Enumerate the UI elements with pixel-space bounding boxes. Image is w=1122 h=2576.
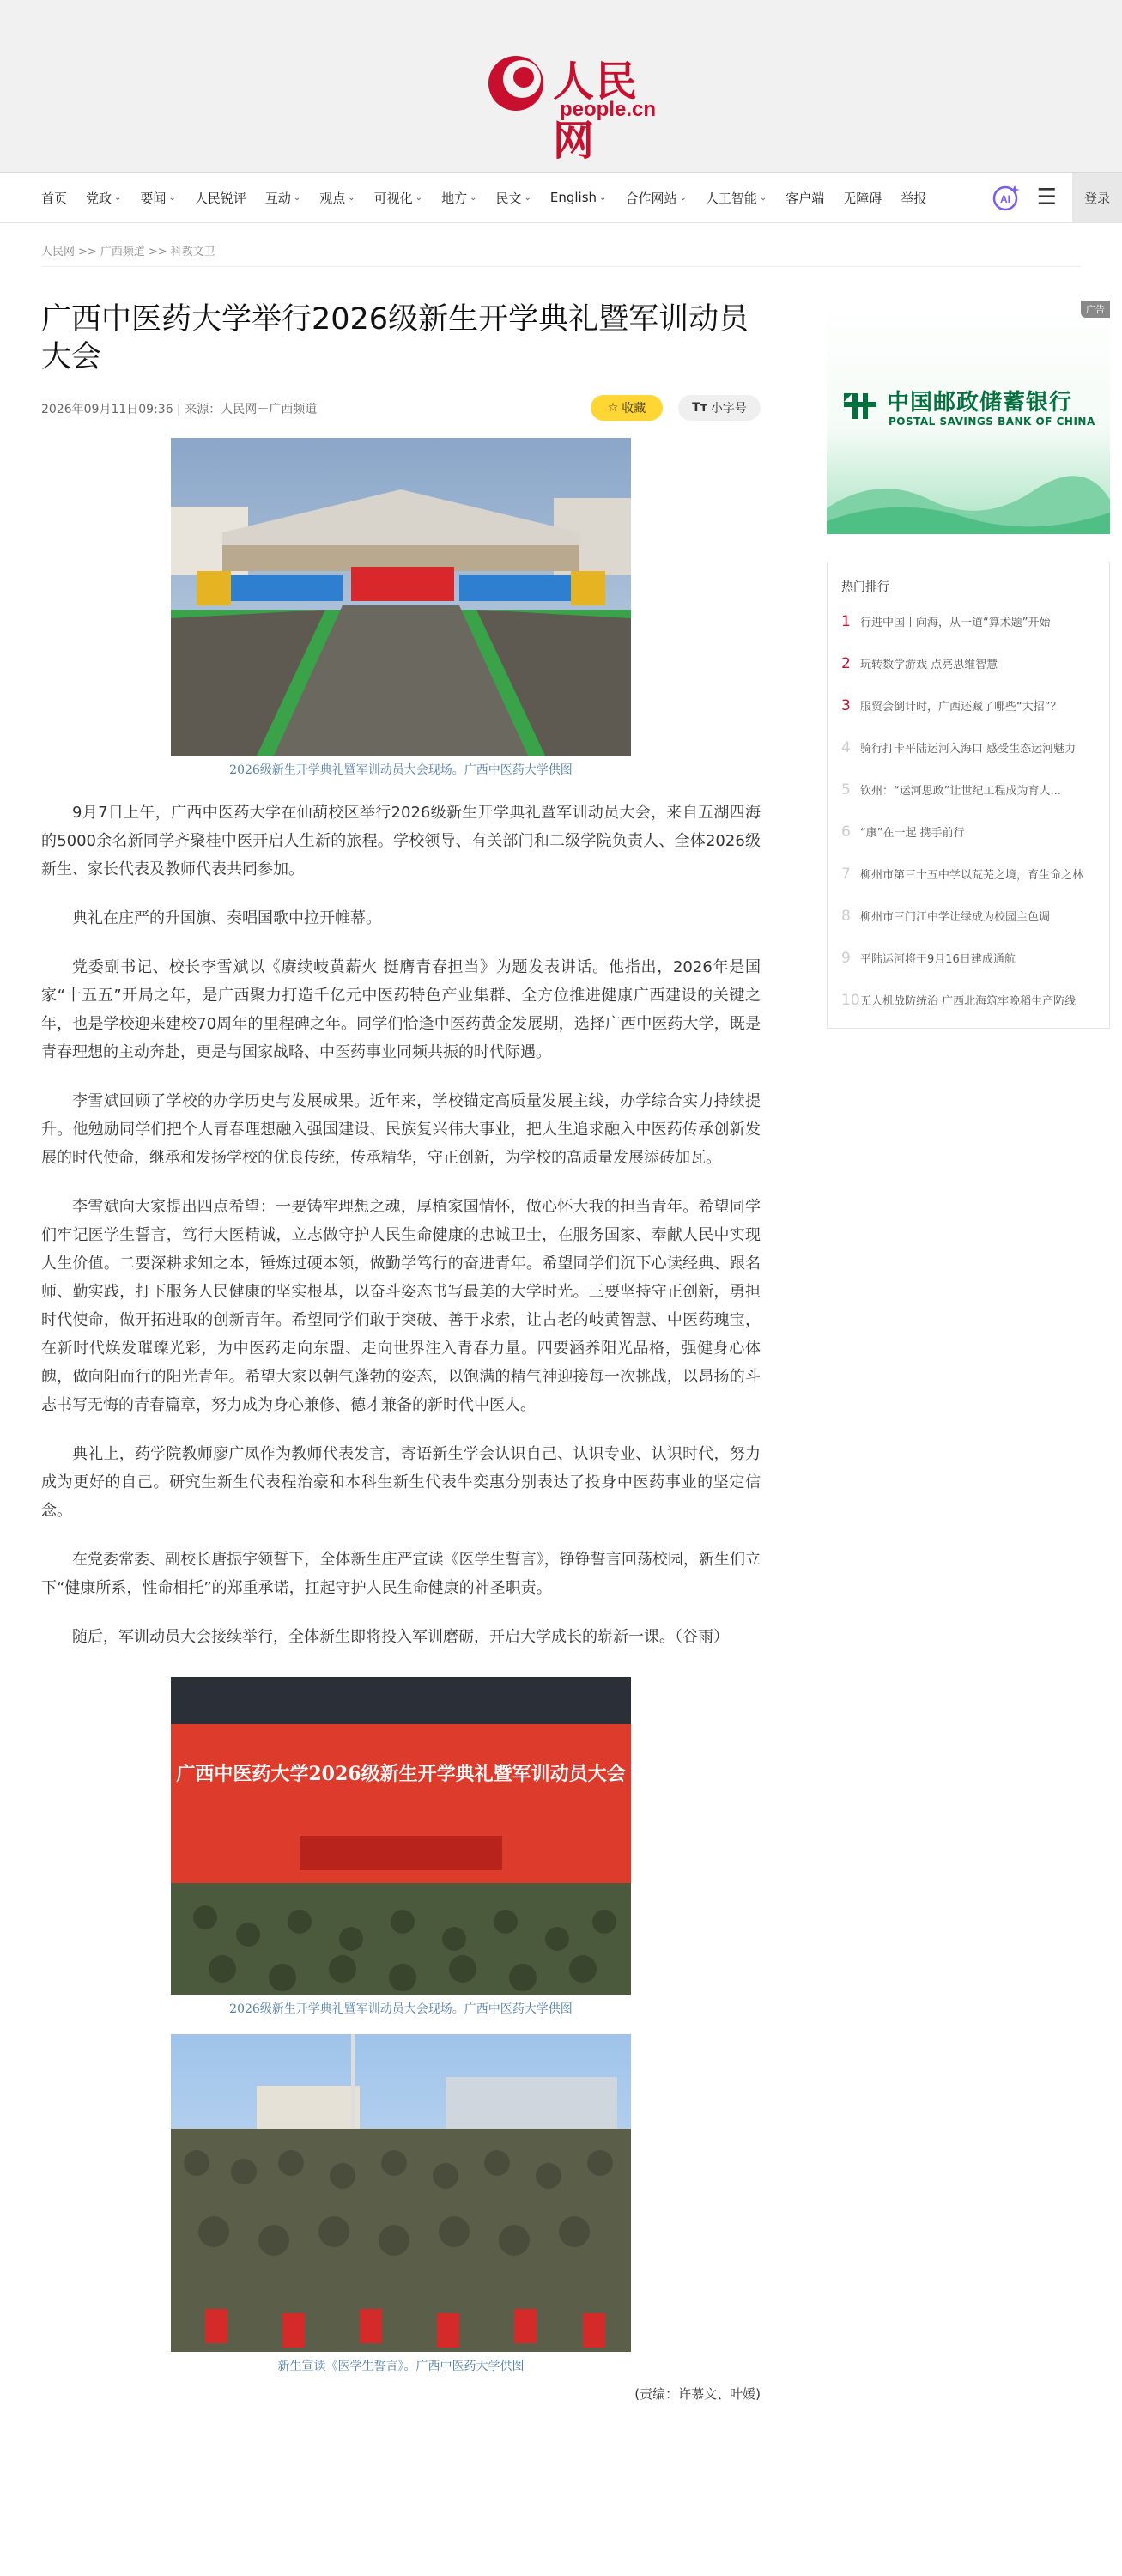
divider xyxy=(41,266,1081,267)
hot-rank-number: 7 xyxy=(841,865,851,883)
article-figure-1 xyxy=(171,438,631,778)
chevron-down-icon: ⌄ xyxy=(114,192,122,203)
login-button[interactable]: 登录 xyxy=(1072,173,1122,222)
hamburger-menu-icon[interactable]: ☰ xyxy=(1036,185,1057,210)
hot-rank-title: 骑行打卡平陆运河入海口 感受生态运河魅力 xyxy=(860,743,1077,756)
hot-ranking-item[interactable] xyxy=(841,895,1095,937)
ad-title-cn: 中国邮政储蓄银行 xyxy=(887,390,1073,416)
breadcrumb-item-2[interactable]: 广西频道 xyxy=(100,246,145,258)
ceremony-photo xyxy=(171,438,631,756)
article-paragraph: 在党委常委、副校长唐振宇领誓下，全体新生庄严宣读《医学生誓言》，铮铮誓言回荡校园，新生们立下“健康所系，性命相托”的郑重承诺，扛起守护人民生命健康的神圣职责。 xyxy=(41,1551,761,1597)
nav-item-label: 观点 xyxy=(319,190,346,206)
breadcrumb xyxy=(41,242,215,258)
psbc-advertisement[interactable] xyxy=(827,301,1110,534)
hot-rank-title: 平陆运河将于9月16日建成通航 xyxy=(860,953,1016,966)
nav-item-label: 人工智能 xyxy=(705,190,757,206)
chevron-down-icon: ⌄ xyxy=(524,192,531,203)
article-figure-3 xyxy=(171,2034,631,2374)
font-size-label: 小字号 xyxy=(710,402,747,416)
nav-right xyxy=(991,173,1122,222)
hot-rank-number: 6 xyxy=(841,823,851,841)
nav-item[interactable] xyxy=(319,189,355,207)
nav-item[interactable] xyxy=(625,189,686,207)
logo-text-en: people.cn xyxy=(560,98,657,121)
hot-rank-title: 柳州市第三十五中学以荒芜之境，育生命之林 xyxy=(860,869,1084,882)
star-icon: ☆ xyxy=(607,401,619,415)
figure-caption: 2026级新生开学典礼暨军训动员大会现场。广西中医药大学供图 xyxy=(229,2002,573,2016)
hot-ranking-item[interactable] xyxy=(841,937,1095,979)
nav-item-label: 客户端 xyxy=(785,190,825,206)
nav-item-label: 人民锐评 xyxy=(194,190,246,206)
breadcrumb-item-1[interactable]: 人民网 xyxy=(41,246,76,258)
hot-rank-title: 服贸会倒计时，广西还藏了哪些“大招”？ xyxy=(860,701,1062,714)
hot-rank-title: 行进中国丨向海，从一道“算术题”开始 xyxy=(860,617,1051,629)
hot-rank-number: 9 xyxy=(841,949,851,967)
nav-item-label: 民文 xyxy=(495,190,522,206)
hot-rank-number: 5 xyxy=(841,781,851,799)
chevron-down-icon: ⌄ xyxy=(168,192,176,203)
article-paragraph: 典礼上，药学院教师廖广凤作为教师代表发言，寄语新生学会认识自己、认识专业、认识时代，努力成为更好的自己。研究生新生代表程治豪和本科生新生代表牛奕惠分别表达了投身中医药事业的坚定信念。 xyxy=(41,1445,761,1520)
ad-title-en: POSTAL SAVINGS BANK OF CHINA xyxy=(889,416,1095,428)
ad-hills-graphic xyxy=(827,457,1110,534)
article-paragraph: 党委副书记、校长李雪斌以《赓续岐黄薪火 挺膺青春担当》为题发表讲话。他指出，2026年是国家“十五五”开局之年，是广西聚力打造千亿元中医药特色产业集群、全方位推进健康广西建设的关键之年，也是学校迎来建校70周年的里程碑之年。同学们恰逢中医药黄金发展期，选择广西中医药大学，既是青春理想的主动奔赴，更是与国家战略、中医药事业同频共振的时代际遇。 xyxy=(41,958,761,1061)
nav-item[interactable] xyxy=(441,189,476,207)
chevron-down-icon: ⌄ xyxy=(348,192,355,203)
hot-rank-title: 钦州：“运河思政”让世纪工程成为育人... xyxy=(860,785,1061,798)
breadcrumb-separator: >> xyxy=(148,246,167,258)
ad-tag: 广告 xyxy=(1081,301,1110,318)
nav-item[interactable] xyxy=(706,189,767,207)
nav-item-label: 互动 xyxy=(264,190,291,206)
article-editor: (责编：许慕文、叶媛) xyxy=(634,2386,761,2402)
hot-rank-title: 玩转数学游戏 点亮思维智慧 xyxy=(860,659,998,671)
nav-item[interactable] xyxy=(195,189,246,207)
article-date-source: 2026年09月11日09:36 | 来源：人民网－广西频道 xyxy=(41,403,318,416)
article xyxy=(41,301,761,2403)
sidebar xyxy=(827,301,1110,1029)
hot-ranking-item[interactable] xyxy=(841,769,1095,811)
hot-ranking-item[interactable] xyxy=(841,642,1095,684)
ai-assistant-icon[interactable] xyxy=(991,182,1022,213)
article-paragraph: 9月7日上午，广西中医药大学在仙葫校区举行2026级新生开学典礼暨军训动员大会，来自五湖四海的5000余名新同学齐聚桂中医开启人生新的旅程。学校领导、有关部门和二级学院负责人、全体2026级新生、家长代表及教师代表共同参加。 xyxy=(41,804,761,878)
hot-ranking-item[interactable] xyxy=(841,726,1095,769)
ai-icon-text: AI xyxy=(999,193,1010,205)
nav-items xyxy=(41,173,945,222)
main-nav xyxy=(0,173,1122,223)
article-paragraph: 李雪斌向大家提出四点希望：一要铸牢理想之魂，厚植家国情怀，做心怀大我的担当青年。希望同学们牢记医学生誓言，笃行大医精诚，立志做守护人民生命健康的忠诚卫士，在服务国家、奉献人民中实现人生价值。二要深耕求知之本，锤炼过硬本领，做勤学笃行的奋进青年。希望同学们沉下心读经典、跟名师、勤实践，打下服务人民健康的坚实根基，以奋斗姿态书写最美的大学时光。三要坚持守正创新，勇担时代使命，做开拓进取的创新青年。希望同学们敢于突破、善于求索，让古老的岐黄智慧、中医药瑰宝，在新时代焕发璀璨光彩，为中医药走向东盟、走向世界注入青春力量。四要涵养阳光品格，强健身心体魄，做向阳而行的阳光青年。希望大家以朝气蓬勃的姿态，以饱满的精气神迎接每一次挑战，以昂扬的斗志书写无悔的青春篇章，努力成为身心兼修、德才兼备的新时代中医人。 xyxy=(41,1198,761,1414)
oath-photo xyxy=(171,2034,631,2352)
nav-item[interactable] xyxy=(785,189,824,207)
hot-ranking-item[interactable] xyxy=(841,811,1095,853)
hot-ranking-title: 热门排行 xyxy=(841,580,889,594)
hot-rank-number: 8 xyxy=(841,907,851,925)
chevron-down-icon: ⌄ xyxy=(470,192,477,203)
hot-rank-title: 柳州市三门江中学让绿成为校园主色调 xyxy=(860,911,1051,924)
hot-rank-number: 10 xyxy=(841,991,860,1009)
logo-mark-icon xyxy=(486,53,546,113)
nav-item[interactable] xyxy=(374,189,422,207)
nav-item-label: 无障碍 xyxy=(843,190,882,206)
favorite-label: 收藏 xyxy=(622,402,646,416)
figure-caption: 2026级新生开学典礼暨军训动员大会现场。广西中医药大学供图 xyxy=(229,763,573,777)
article-title: 广西中医药大学举行2026级新生开学典礼暨军训动员大会 xyxy=(41,302,749,374)
hot-rank-number: 1 xyxy=(841,612,851,630)
nav-item-label: 举报 xyxy=(901,190,927,206)
psbc-logo-icon xyxy=(840,386,880,426)
nav-item-label: 党政 xyxy=(86,190,112,206)
nav-item-label: 要闻 xyxy=(140,190,167,206)
hot-rank-title: 无人机战防统治 广西北海筑牢晚稻生产防线 xyxy=(860,995,1077,1008)
text-size-icon: Tт xyxy=(692,401,707,415)
stage-photo xyxy=(171,1677,631,1995)
hot-ranking-item[interactable] xyxy=(841,853,1095,895)
nav-item[interactable] xyxy=(41,189,67,207)
chevron-down-icon: ⌄ xyxy=(679,192,687,203)
nav-item-label: English xyxy=(549,190,597,205)
hot-ranking-item[interactable] xyxy=(841,979,1095,1021)
chevron-down-icon: ⌄ xyxy=(293,192,301,203)
hot-rank-title: “康”在一起 携手前行 xyxy=(860,827,965,840)
nav-item[interactable] xyxy=(265,189,300,207)
hot-ranking-item[interactable] xyxy=(841,600,1095,642)
nav-item[interactable] xyxy=(901,189,926,207)
chevron-down-icon: ⌄ xyxy=(415,192,423,203)
nav-item[interactable] xyxy=(843,189,882,207)
logo-text-cn: 人民网 xyxy=(553,58,640,165)
chevron-down-icon: ⌄ xyxy=(599,192,607,203)
article-meta xyxy=(41,395,761,421)
nav-item-label: 地方 xyxy=(441,190,468,206)
nav-item[interactable] xyxy=(495,189,531,207)
nav-item-label: 可视化 xyxy=(373,190,413,206)
font-size-button[interactable] xyxy=(678,395,761,421)
site-header xyxy=(0,0,1122,173)
hot-ranking-list xyxy=(841,600,1095,1021)
hot-rank-number: 4 xyxy=(841,738,851,756)
article-figure-2 xyxy=(171,1677,631,2017)
nav-item-label: 首页 xyxy=(41,190,68,206)
hot-rank-number: 3 xyxy=(841,696,851,714)
hot-rank-number: 2 xyxy=(841,654,851,672)
article-paragraph: 李雪斌回顾了学校的办学历史与发展成果。近年来，学校锚定高质量发展主线，办学综合实力持续提升。他勉励同学们把个人青春理想融入强国建设、民族复兴伟大事业，把人生追求融入中医药传承创新发展的时代使命，继承和发扬学校的优良传统，传承精华，守正创新，为学校的高质量发展添砖加瓦。 xyxy=(41,1092,761,1167)
people-logo[interactable] xyxy=(486,48,666,165)
nav-item-label: 合作网站 xyxy=(625,190,677,206)
breadcrumb-item-3[interactable]: 科教文卫 xyxy=(170,246,215,258)
article-paragraph: 随后，军训动员大会接续举行，全体新生即将投入军训磨砺，开启大学成长的崭新一课。（谷雨） xyxy=(72,1628,729,1646)
stage-banner-text: 广西中医药大学2026级新生开学典礼暨军训动员大会 xyxy=(176,1763,626,1785)
article-paragraph: 典礼在庄严的升国旗、奏唱国歌中拉开帷幕。 xyxy=(72,909,381,927)
favorite-button[interactable] xyxy=(591,395,663,421)
chevron-down-icon: ⌄ xyxy=(759,192,767,203)
figure-caption: 新生宣读《医学生誓言》。广西中医药大学供图 xyxy=(277,2360,525,2373)
nav-item[interactable] xyxy=(86,189,121,207)
breadcrumb-separator: >> xyxy=(78,246,97,258)
hot-ranking-item[interactable] xyxy=(841,684,1095,726)
nav-item[interactable] xyxy=(140,189,175,207)
nav-item[interactable] xyxy=(550,190,607,205)
hot-ranking xyxy=(827,562,1110,1029)
